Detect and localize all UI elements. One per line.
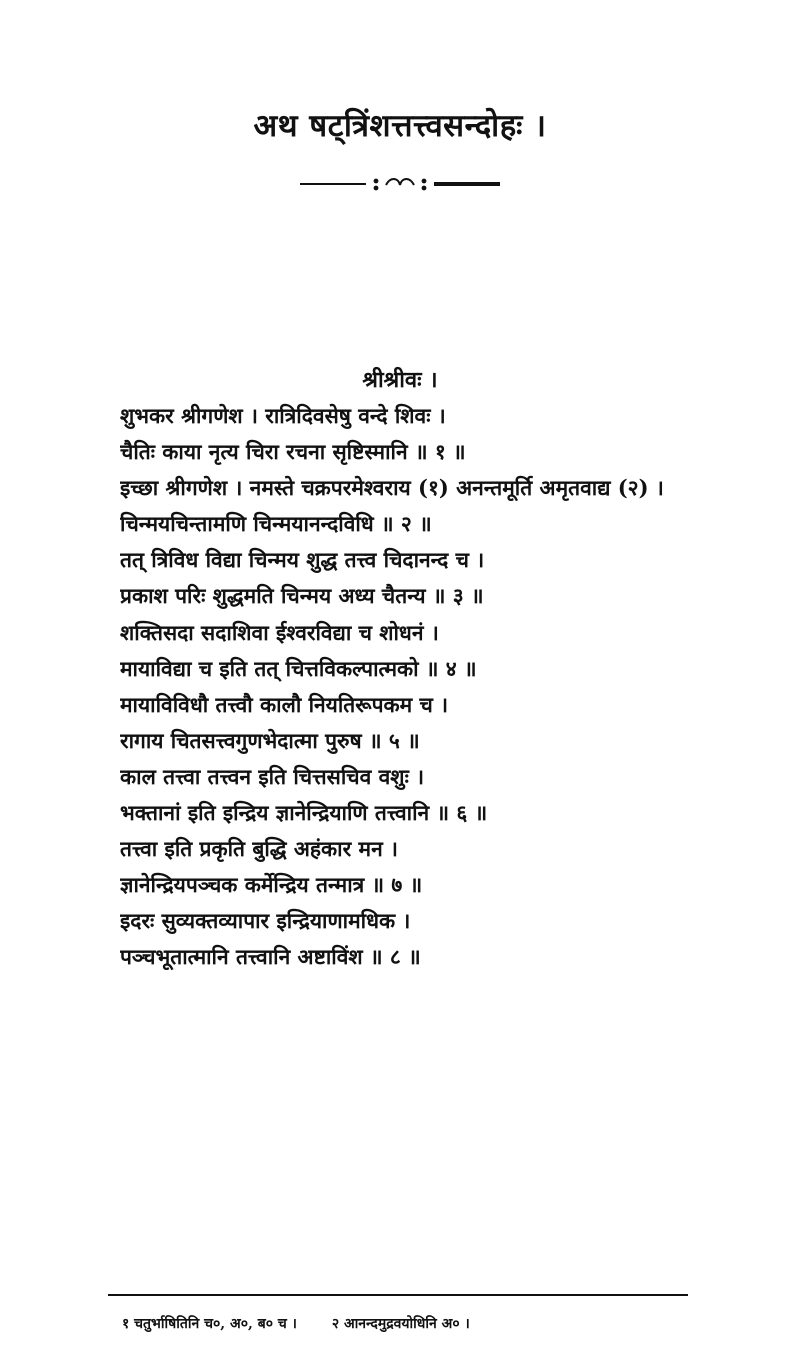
ornamental-divider xyxy=(300,176,500,196)
chapter-heading: अथ षट्त्रिंशत्तत्त्वसन्दोहः । xyxy=(253,108,547,144)
verse-line: मायाविद्या च इति तत् चित्तविकल्पात्मको ॥ ४ ॥ xyxy=(120,655,477,681)
verse-line: ज्ञानेन्द्रियपञ्चक कर्मेन्द्रिय तन्मात्र ॥ ७ ॥ xyxy=(120,872,423,898)
verse-line: तत् त्रिविध विद्या चिन्मय शुद्ध तत्त्व चिदानन्द च । xyxy=(120,547,485,573)
verse-line: शुभकर श्रीगणेश । रात्रिदिवसेषु वन्दे शिवः । xyxy=(120,403,446,428)
verse-line: रागाय चितसत्त्वगुणभेदात्मा पुरुष ॥ ५ ॥ xyxy=(120,727,420,753)
footnote-2: २ आनन्दमुद्रवयोधिनि अ० । xyxy=(331,1316,470,1332)
verse-line: मायाविविधौ तत्त्वौ कालौ नियतिरूपकम च । xyxy=(120,691,449,717)
verse-line: तत्त्वा इति प्रकृति बुद्धि अहंकार मन । xyxy=(120,836,398,862)
verse-line: इदरः सुव्यक्तव्यापार इन्द्रियाणामधिक । xyxy=(120,908,411,934)
verse-line: पञ्चभूतात्मानि तत्त्वानि अष्टाविंश ॥ ८ ॥ xyxy=(120,944,421,970)
verse-line: शक्तिसदा सदाशिवा ईश्वरविद्या च शोधनं । xyxy=(120,619,439,645)
footnote-rule xyxy=(108,1294,688,1296)
verse-line: काल तत्त्वा तत्त्वन इति चित्तसचिव वशुः । xyxy=(120,763,425,789)
verse-line: भक्तानां इति इन्द्रिय ज्ञानेन्द्रियाणि तत्त्वानि ॥ ६ ॥ xyxy=(120,800,488,826)
footnote-1: १ चतुर्भाषितिनि च०, अ०, ब० च । xyxy=(122,1316,297,1332)
verse-line: इच्छा श्रीगणेश । नमस्ते चक्रपरमेश्वराय (१) अनन्तमूर्ति अमृतवाद्य (२) । xyxy=(120,475,664,501)
verse-block xyxy=(120,398,680,976)
footnotes xyxy=(122,1304,682,1344)
verse-line: चिन्मयचिन्तामणि चिन्मयानन्दविधि ॥ २ ॥ xyxy=(120,511,432,537)
verse-line: प्रकाश परिः शुद्धमति चिन्मय अध्य चैतन्य ॥ ३ ॥ xyxy=(120,583,484,609)
verse-line: चैतिः काया नृत्य चिरा रचना सृष्टिस्मानि ॥ १ ॥ xyxy=(120,439,466,465)
invocation-line: श्रीश्रीवः । xyxy=(362,367,438,393)
